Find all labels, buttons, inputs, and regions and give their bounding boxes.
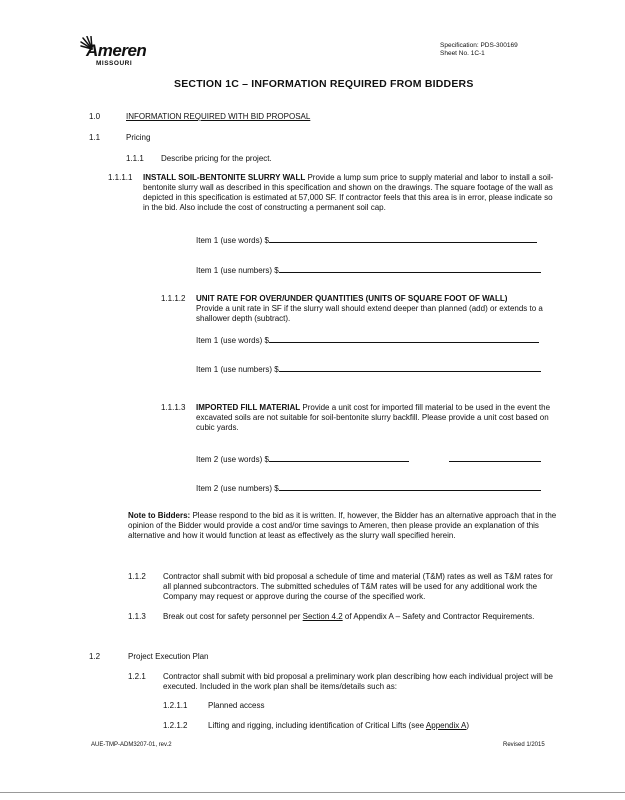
section-heading: Pricing [126, 133, 151, 142]
section-number: 1.1 [89, 133, 101, 142]
text-fragment: Lifting and rigging, including identification of Critical Lifts (see [208, 721, 426, 730]
section-number: 1.0 [89, 112, 101, 121]
text-fragment: Break out cost for safety personnel per [163, 612, 303, 621]
price-label: Item 1 (use numbers) $ [196, 365, 279, 374]
item-paragraph [196, 294, 560, 324]
item-text: Planned access [208, 701, 265, 710]
note-label: Note to Bidders: [128, 511, 191, 520]
ameren-logo [80, 34, 160, 74]
subsection-text: Contractor shall submit with bid proposal a schedule of time and material (T&M) rates as well as T&M rates for all planned subcontractors. The submitted schedules of T&M rates will be used for any additional work the Company may request or approve during the course of the specified work. [163, 572, 553, 601]
page-title: SECTION 1C – INFORMATION REQUIRED FROM BIDDERS [174, 78, 474, 90]
section-number: 1.2 [89, 652, 101, 661]
item-heading: UNIT RATE FOR OVER/UNDER QUANTITIES (UNITS OF SQUARE FOOT OF WALL) [196, 294, 508, 303]
subsection-text [163, 612, 543, 622]
note-text: Please respond to the bid as it is written. If, however, the Bidder has an alternative approach that in the opinion of the Bidder would provide a cost and/or time savings to Ameren, then please provide an explanation of this alternative and how it would function at least as effectively as the slurry wall specified herein. [128, 511, 557, 540]
item-heading: INSTALL SOIL-BENTONITE SLURRY WALL [143, 173, 306, 182]
price-line-numbers [196, 264, 541, 276]
item-text [208, 721, 568, 731]
price-label: Item 1 (use words) $ [196, 236, 269, 245]
item-number: 1.2.1.1 [163, 701, 188, 710]
sheet-number: Sheet No. 1C-1 [440, 49, 485, 57]
price-label: Item 1 (use numbers) $ [196, 266, 279, 275]
price-blank-field[interactable] [279, 482, 541, 491]
price-line-words [196, 453, 541, 465]
section-heading: INFORMATION REQUIRED WITH BID PROPOSAL [126, 112, 311, 121]
price-line-numbers [196, 482, 541, 494]
price-label: Item 1 (use words) $ [196, 336, 269, 345]
note-to-bidders [128, 511, 560, 541]
subsection-number: 1.1.1 [126, 154, 144, 163]
price-blank-field[interactable] [269, 453, 409, 462]
spec-block [440, 42, 518, 58]
bottom-scan-rule [0, 792, 625, 793]
price-label: Item 2 (use numbers) $ [196, 484, 279, 493]
item-paragraph [196, 403, 560, 433]
price-line-words [196, 234, 537, 246]
price-line-numbers [196, 363, 541, 375]
text-fragment: of Appendix A – Safety and Contractor Requirements. [342, 612, 535, 621]
footer-doc-id: AUE-TMP-ADM3207-01, rev.2 [91, 742, 172, 748]
price-blank-field[interactable] [269, 334, 539, 343]
price-blank-field[interactable] [449, 453, 541, 462]
appendix-link[interactable]: Appendix A [425, 721, 467, 730]
footer-revised: Revised 1/2015 [503, 742, 545, 748]
spec-number: Specification: PDS-300169 [440, 42, 518, 49]
logo-subtext: MISSOURI [96, 60, 133, 67]
item-paragraph [143, 173, 558, 213]
section-link[interactable]: Section 4.2 [302, 612, 343, 621]
subsection-text: Describe pricing for the project. [161, 154, 272, 163]
subsection-text: Contractor shall submit with bid proposal a preliminary work plan describing how each individual project will be executed. Included in the work plan shall be items/details such as: [163, 672, 553, 691]
price-blank-field[interactable] [279, 363, 541, 372]
logo-text: Ameren [86, 41, 147, 60]
item-number: 1.1.1.3 [161, 403, 186, 412]
subsection-number: 1.2.1 [128, 672, 146, 681]
price-blank-field[interactable] [269, 234, 537, 243]
item-body: Provide a unit rate in SF if the slurry wall should extend deeper than planned (add) or extends to a shallower depth (subtract). [196, 304, 543, 323]
section-heading: Project Execution Plan [128, 652, 209, 661]
item-body: Provide a unit cost for imported fill material to be used in the event the excavated soils are not suitable for soil-bentonite slurry backfill. Please provide a unit cost based on cubic yards. [196, 403, 551, 432]
subsection-number: 1.1.3 [128, 612, 146, 621]
price-blank-field[interactable] [279, 264, 541, 273]
text-fragment: ) [466, 721, 470, 730]
price-line-words [196, 334, 539, 346]
item-number: 1.1.1.1 [108, 173, 133, 182]
subsection-number: 1.1.2 [128, 572, 146, 581]
item-number: 1.2.1.2 [163, 721, 188, 730]
item-heading: IMPORTED FILL MATERIAL [196, 403, 301, 412]
item-number: 1.1.1.2 [161, 294, 186, 303]
item-body: Provide a lump sum price to supply material and labor to install a soil-bentonite slurry wall as described in this specification and shown on the drawings. The square footage of the wall as depicted in this specification is estimated at 57,000 SF. If contractor feels that this area is in error, please indicate so in the bid. Also include the cost of constructing a permanent soil cap. [143, 173, 554, 212]
price-label: Item 2 (use words) $ [196, 455, 269, 464]
